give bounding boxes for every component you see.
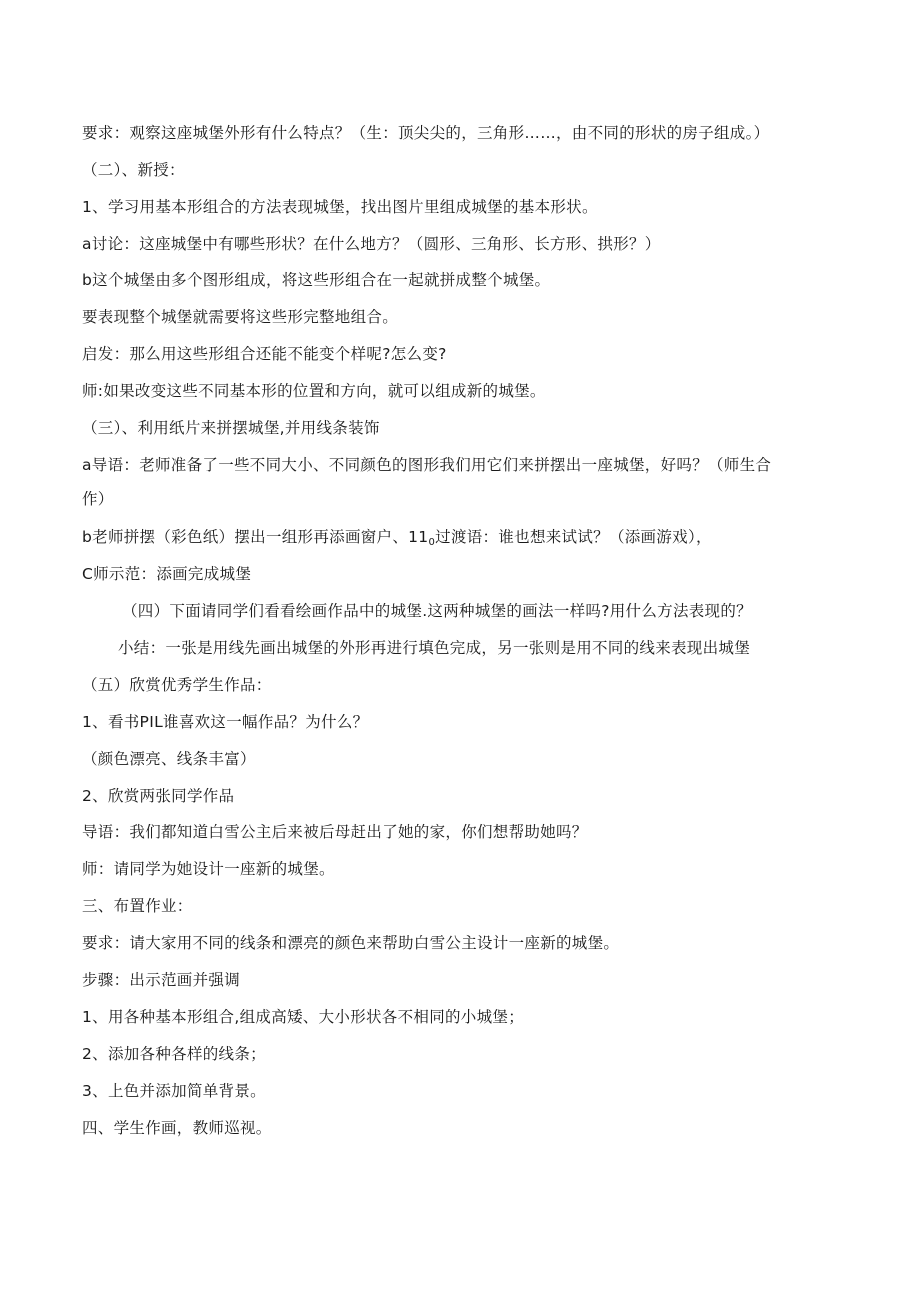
section-heading: （四）下面请同学们看看绘画作品中的城堡.这两种城堡的画法一样吗?用什么方法表现的？ [122, 602, 752, 620]
text-line: 3、上色并添加简单背景。 [82, 1082, 266, 1100]
subscript: 0 [428, 537, 436, 548]
text-line: C师示范：添画完成城堡 [82, 565, 252, 583]
text-line: b这个城堡由多个图形组成，将这些形组合在一起就拼成整个城堡。 [82, 271, 551, 289]
text-line: 要表现整个城堡就需要将这些形完整地组合。 [82, 308, 399, 326]
text-segment: b老师拼摆（彩色纸）摆出一组形再添画窗户、11 [82, 528, 429, 546]
text-line: 1、学习用基本形组合的方法表现城堡，找出图片里组成城堡的基本形状。 [82, 198, 598, 216]
text-line [82, 526, 842, 554]
summary-line: 小结：一张是用线先画出城堡的外形再进行填色完成，另一张则是用不同的线来表现出城堡 [118, 639, 751, 657]
text-line: 要求：请大家用不同的线条和漂亮的颜色来帮助白雪公主设计一座新的城堡。 [82, 934, 620, 952]
text-line: （颜色漂亮、线条丰富） [82, 750, 256, 768]
text-line: 作） [82, 490, 114, 508]
section-heading: （三）、利用纸片来拼摆城堡,并用线条装饰 [82, 419, 380, 437]
text-line: 2、欣赏两张同学作品 [82, 787, 235, 805]
text-line: 1、看书PIL谁喜欢这一幅作品？为什么？ [82, 713, 369, 731]
text-line: 要求：观察这座城堡外形有什么特点？（生：顶尖尖的，三角形……，由不同的形状的房子组成。） [82, 124, 770, 142]
text-line: 1、用各种基本形组合,组成高矮、大小形状各不相同的小城堡； [82, 1008, 524, 1026]
text-line: 师:如果改变这些不同基本形的位置和方向，就可以组成新的城堡。 [82, 382, 546, 400]
section-heading: 三、布置作业： [82, 897, 193, 915]
text-segment: 过渡语：谁也想来试试？（添画游戏）， [435, 528, 712, 546]
section-heading: （五）欣赏优秀学生作品： [82, 676, 272, 694]
text-line: a导语：老师准备了一些不同大小、不同颜色的图形我们用它们来拼摆出一座城堡，好吗？（师生合 [82, 456, 772, 474]
text-line: a讨论：这座城堡中有哪些形状？在什么地方？（圆形、三角形、长方形、拱形？） [82, 235, 661, 253]
section-heading: 四、学生作画，教师巡视。 [82, 1119, 272, 1137]
text-line: 导语：我们都知道白雪公主后来被后母赶出了她的家，你们想帮助她吗？ [82, 823, 588, 841]
text-line: 2、添加各种各样的线条； [82, 1045, 266, 1063]
text-line: 启发：那么用这些形组合还能不能变个样呢?怎么变? [82, 345, 447, 363]
text-line: 步骤：出示范画并强调 [82, 971, 241, 989]
section-heading: （二）、新授： [82, 161, 185, 179]
text-line: 师：请同学为她设计一座新的城堡。 [82, 860, 335, 878]
